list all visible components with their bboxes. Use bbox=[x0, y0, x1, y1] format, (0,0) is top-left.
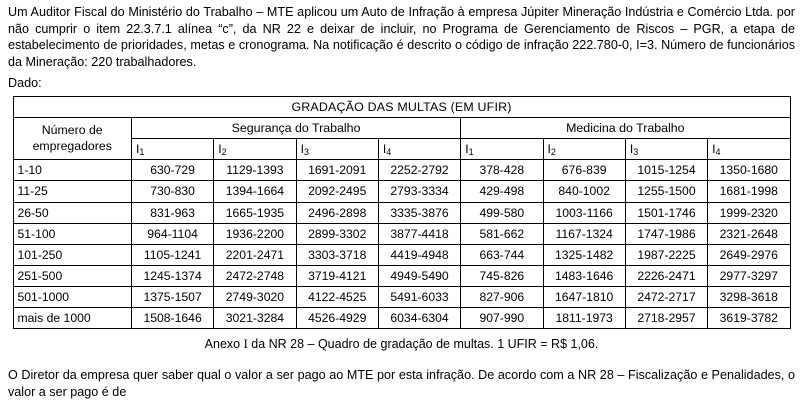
cell: 1508-1646 bbox=[131, 308, 213, 329]
row-label: 251-500 bbox=[13, 265, 131, 286]
sub-header-letter: I bbox=[382, 142, 387, 157]
cell: 1811-1973 bbox=[543, 308, 625, 329]
cell: 663-744 bbox=[461, 244, 543, 265]
cell: 1681-1998 bbox=[708, 181, 790, 202]
group-header-medicina: Medicina do Trabalho bbox=[461, 117, 790, 138]
cell: 3719-4121 bbox=[296, 265, 378, 286]
table-row bbox=[13, 286, 790, 307]
sub-header-letter: I bbox=[465, 142, 469, 157]
sub-header-letter: I bbox=[629, 142, 634, 157]
cell: 2201-2471 bbox=[214, 244, 296, 265]
cell: 3877-4418 bbox=[378, 223, 460, 244]
cell: 1350-1680 bbox=[708, 160, 790, 181]
cell: 831-963 bbox=[131, 202, 213, 223]
cell: 1129-1393 bbox=[214, 160, 296, 181]
table-caption bbox=[8, 336, 795, 353]
cell: 2472-2748 bbox=[214, 265, 296, 286]
cell: 1003-1166 bbox=[543, 202, 625, 223]
cell: 1375-1507 bbox=[131, 286, 213, 307]
cell: 2718-2957 bbox=[625, 308, 707, 329]
sub-header-med-i2 bbox=[543, 139, 625, 160]
cell: 1245-1374 bbox=[131, 265, 213, 286]
cell: 4949-5490 bbox=[378, 265, 460, 286]
table-row bbox=[13, 160, 790, 181]
cell: 2496-2898 bbox=[296, 202, 378, 223]
sub-header-seg-i4 bbox=[378, 139, 460, 160]
row-label: 51-100 bbox=[13, 223, 131, 244]
cell: 581-662 bbox=[461, 223, 543, 244]
cell: 2226-2471 bbox=[625, 265, 707, 286]
sub-header-index: 2 bbox=[221, 147, 227, 158]
cell: 2252-2792 bbox=[378, 160, 460, 181]
cell: 1987-2225 bbox=[625, 244, 707, 265]
cell: 1999-2320 bbox=[708, 202, 790, 223]
sub-header-index: 2 bbox=[550, 147, 556, 158]
sub-header-index: 1 bbox=[139, 147, 145, 158]
cell: 4122-4525 bbox=[296, 286, 378, 307]
cell: 4419-4948 bbox=[378, 244, 460, 265]
cell: 3619-3782 bbox=[708, 308, 790, 329]
cell: 2977-3297 bbox=[708, 265, 790, 286]
sub-header-index: 4 bbox=[715, 147, 721, 158]
cell: 1015-1254 bbox=[625, 160, 707, 181]
column-header-employers bbox=[13, 117, 131, 159]
cell: 1936-2200 bbox=[214, 223, 296, 244]
sub-header-med-i4 bbox=[708, 139, 790, 160]
cell: 1167-1324 bbox=[543, 223, 625, 244]
cell: 1691-2091 bbox=[296, 160, 378, 181]
sub-header-index: 1 bbox=[468, 147, 474, 158]
table-row bbox=[13, 202, 790, 223]
employers-header-line2: empregadores bbox=[32, 138, 112, 153]
cell: 1501-1746 bbox=[625, 202, 707, 223]
cell: 1325-1482 bbox=[543, 244, 625, 265]
cell: 1105-1241 bbox=[131, 244, 213, 265]
table-title-row bbox=[13, 96, 790, 117]
table-title: GRADAÇÃO DAS MULTAS (EM UFIR) bbox=[13, 96, 790, 117]
sub-header-med-i3 bbox=[625, 139, 707, 160]
gradacao-multas-table bbox=[13, 96, 791, 330]
cell: 730-830 bbox=[131, 181, 213, 202]
sub-header-index: 4 bbox=[386, 147, 392, 158]
row-label: 101-250 bbox=[13, 244, 131, 265]
cell: 4526-4929 bbox=[296, 308, 378, 329]
row-label: 1-10 bbox=[13, 160, 131, 181]
row-label: 11-25 bbox=[13, 181, 131, 202]
cell: 907-990 bbox=[461, 308, 543, 329]
sub-header-letter: I bbox=[547, 142, 551, 157]
table-row bbox=[13, 223, 790, 244]
cell: 3335-3876 bbox=[378, 202, 460, 223]
sub-header-letter: I bbox=[300, 142, 304, 157]
cell: 5491-6033 bbox=[378, 286, 460, 307]
cell: 2749-3020 bbox=[214, 286, 296, 307]
cell: 2899-3302 bbox=[296, 223, 378, 244]
cell: 630-729 bbox=[131, 160, 213, 181]
cell: 1647-1810 bbox=[543, 286, 625, 307]
cell: 2649-2976 bbox=[708, 244, 790, 265]
sub-header-letter: I bbox=[135, 142, 140, 157]
row-label: mais de 1000 bbox=[13, 308, 131, 329]
cell: 827-906 bbox=[461, 286, 543, 307]
cell: 3298-3618 bbox=[708, 286, 790, 307]
cell: 745-826 bbox=[461, 265, 543, 286]
cell: 2321-2648 bbox=[708, 223, 790, 244]
cell: 378-428 bbox=[461, 160, 543, 181]
employers-header-line1: Número de bbox=[41, 123, 103, 138]
intro-paragraph: Um Auditor Fiscal do Ministério do Trabalho – MTE aplicou um Auto de Infração à empresa Júpiter Mineração Indústria e Comércio Ltda. por não cumprir o item 22.3.7.1 alínea “c”, da NR 22 e deixar de incluir, no Programa de Gerenciamento de Riscos – PGR, a etapa de estabelecimento de prioridades, metas e cronograma. Na notificação é descrito o código de infração 222.780-0, I=3. Número de funcionários da Mineração: 220 trabalhadores. bbox=[8, 5, 795, 70]
table-group-header-row bbox=[13, 117, 790, 138]
sub-header-seg-i1 bbox=[131, 139, 213, 160]
cell: 6034-6304 bbox=[378, 308, 460, 329]
group-header-seguranca: Segurança do Trabalho bbox=[131, 117, 460, 138]
cell: 3021-3284 bbox=[214, 308, 296, 329]
sub-header-letter: I bbox=[218, 142, 222, 157]
cell: 2472-2717 bbox=[625, 286, 707, 307]
cell: 429-498 bbox=[461, 181, 543, 202]
sub-header-med-i1 bbox=[461, 139, 543, 160]
table-row bbox=[13, 181, 790, 202]
caption-suffix: da NR 28 – Quadro de gradação de multas. 1 UFIR = R$ 1,06. bbox=[247, 337, 599, 352]
dado-label: Dado: bbox=[8, 75, 42, 90]
row-label: 26-50 bbox=[13, 202, 131, 223]
sub-header-letter: I bbox=[712, 142, 716, 157]
cell: 1394-1664 bbox=[214, 181, 296, 202]
cell: 840-1002 bbox=[543, 181, 625, 202]
cell: 676-839 bbox=[543, 160, 625, 181]
cell: 1255-1500 bbox=[625, 181, 707, 202]
sub-header-index: 3 bbox=[303, 147, 309, 158]
caption-roman-numeral: I bbox=[243, 337, 248, 352]
cell: 1665-1935 bbox=[214, 202, 296, 223]
cell: 1747-1986 bbox=[625, 223, 707, 244]
table-row bbox=[13, 265, 790, 286]
table-row bbox=[13, 244, 790, 265]
caption-prefix: Anexo bbox=[204, 337, 244, 352]
table-row bbox=[13, 308, 790, 329]
row-label: 501-1000 bbox=[13, 286, 131, 307]
sub-header-seg-i3 bbox=[296, 139, 378, 160]
cell: 499-580 bbox=[461, 202, 543, 223]
cell: 3303-3718 bbox=[296, 244, 378, 265]
cell: 1483-1646 bbox=[543, 265, 625, 286]
sub-header-index: 3 bbox=[633, 147, 639, 158]
closing-paragraph: O Diretor da empresa quer saber qual o valor a ser pago ao MTE por esta infração. De acordo com a NR 28 – Fiscalização e Penalidades, o valor a ser pago é de bbox=[8, 367, 795, 399]
cell: 2793-3334 bbox=[378, 181, 460, 202]
cell: 2092-2495 bbox=[296, 181, 378, 202]
cell: 964-1104 bbox=[131, 223, 213, 244]
sub-header-seg-i2 bbox=[214, 139, 296, 160]
